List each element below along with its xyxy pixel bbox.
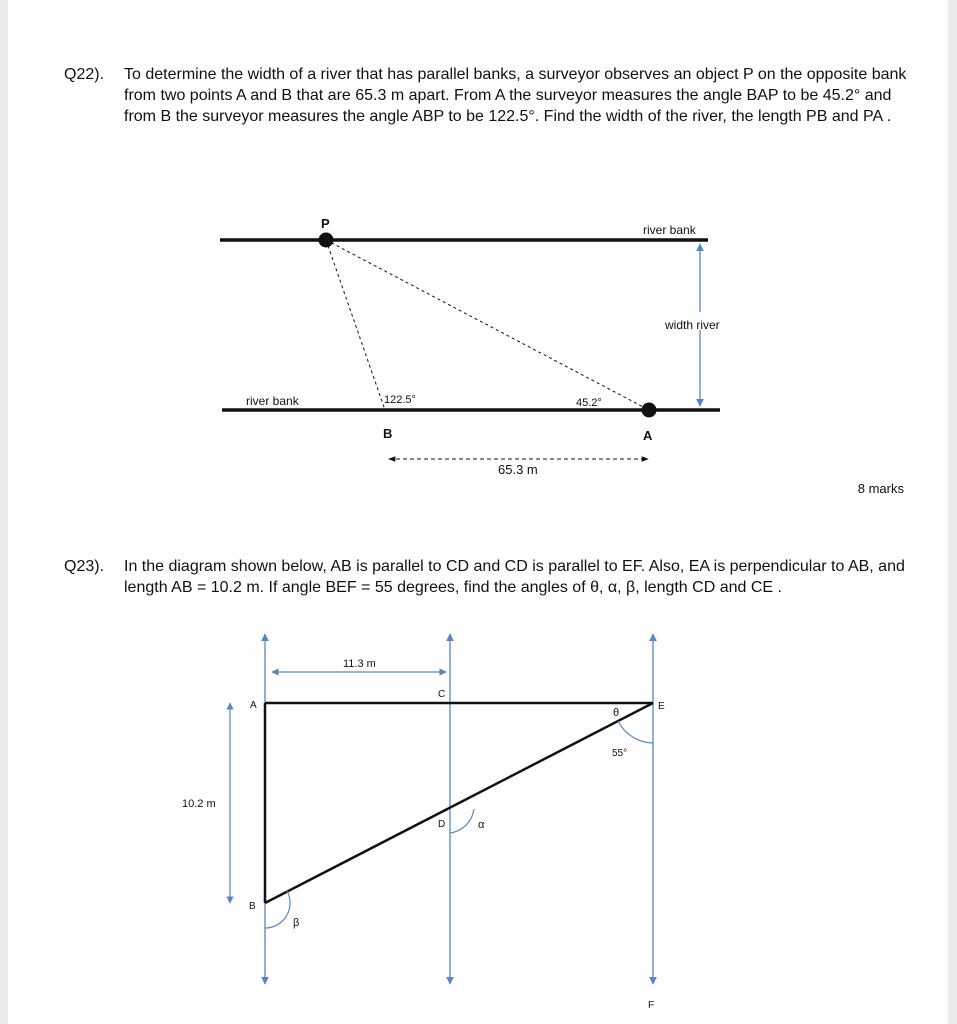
label-angle-a: 45.2° — [576, 397, 602, 409]
label-angle-b: 122.5° — [384, 394, 416, 406]
label-d: D — [438, 819, 446, 830]
label-length-ab: 10.2 m — [182, 798, 216, 810]
label-a: A — [643, 428, 653, 443]
label-f: F — [648, 1000, 655, 1011]
label-p: P — [321, 216, 330, 231]
label-distance-ab: 65.3 m — [498, 462, 538, 477]
segment-be — [265, 703, 653, 903]
parallel-lines-diagram — [8, 0, 948, 1024]
label-river-bank-bottom: river bank — [246, 394, 299, 408]
label-angle-55: 55° — [612, 748, 628, 759]
label-alpha: α — [478, 819, 485, 831]
document-page — [8, 0, 948, 1024]
question-22-text: To determine the width of a river that has parallel banks, a surveyor observes an object P on the opposite bank from two points A and B that are 65.3 m apart. From A the surveyor measures the angle BAP to be 45.2° and from B the surveyor measures the angle ABP to be 122.5°. Find the width of the river, the length PB and PA . — [124, 66, 907, 125]
question-23-text: In the diagram shown below, AB is parallel to CD and CD is parallel to EF. Also, EA is perpendicular to AB, and length AB = 10.2 m. If angle BEF = 55 degrees, find the angles of θ, α, β, length CD and CE . — [124, 558, 905, 596]
label-c: C — [438, 689, 446, 700]
arc-55 — [618, 721, 653, 743]
label-theta: θ — [613, 707, 620, 719]
label-river-bank-top: river bank — [643, 223, 696, 237]
label-length-ac: 11.3 m — [343, 658, 376, 670]
label-width-river: width river — [665, 318, 720, 332]
label-a: A — [250, 700, 257, 711]
label-beta: β — [293, 917, 300, 929]
question-22-number: Q22). — [64, 66, 105, 83]
marks-label: 8 marks — [857, 481, 904, 496]
label-b: B — [383, 426, 393, 441]
label-e: E — [658, 701, 665, 712]
question-23-number: Q23). — [64, 558, 105, 575]
label-b: B — [249, 901, 256, 912]
arc-alpha — [450, 809, 474, 833]
